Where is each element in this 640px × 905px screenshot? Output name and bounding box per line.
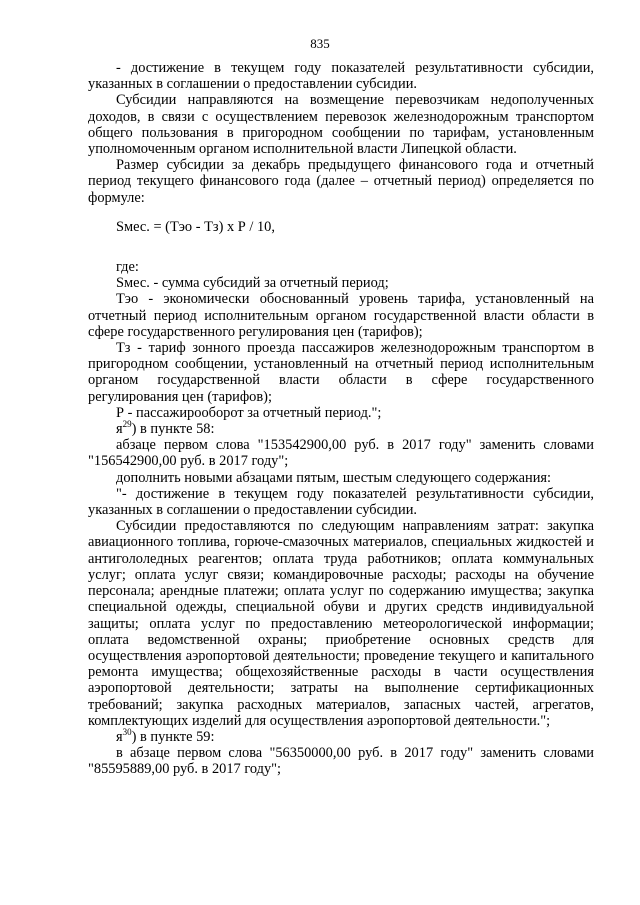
- formula: Sмес. = (Тэо - Тз) х Р / 10,: [116, 218, 275, 235]
- paragraph: Тэо - экономически обоснованный уровень тарифа, установленный на отчетный период исполнительным органом государственной власти области в сфере государственного регулирования цен (тарифов);: [88, 291, 594, 340]
- subitem-heading: [88, 421, 594, 437]
- paragraph: Размер субсидии за декабрь предыдущего финансового года и отчетный период текущего финансового года (далее – отчетный период) определяется по формуле:: [88, 157, 594, 206]
- paragraph: Тз - тариф зонного проезда пассажиров железнодорожным транспортом в пригородном сообщении, установленный на отчетный период исполнительным органом государственной власти области в сфере государственного регулирования цен (тарифов);: [88, 340, 594, 405]
- subitem-text: ) в пункте 59:: [131, 728, 215, 745]
- subitem-letter: я: [116, 728, 123, 745]
- document-body: [88, 60, 594, 778]
- subitem-number: 30: [122, 727, 132, 738]
- paragraph: в абзаце первом слова "56350000,00 руб. в 2017 году" заменить словами "85595889,00 руб. в 2017 году";: [88, 745, 594, 778]
- paragraph: где:: [116, 259, 139, 276]
- page-number: 835: [310, 36, 330, 51]
- paragraph: абзаце первом слова "153542900,00 руб. в 2017 году" заменить словами "156542900,00 руб. в 2017 году";: [88, 437, 594, 470]
- subitem-number: 29: [122, 419, 132, 430]
- paragraph: - достижение в текущем году показателей результативности субсидии, указанных в соглашении о предоставлении субсидии.: [88, 60, 594, 93]
- paragraph: Р - пассажирооборот за отчетный период.";: [116, 404, 382, 421]
- paragraph: Субсидии направляются на возмещение перевозчикам недополученных доходов, в связи с осуществлением перевозок железнодорожным транспортом общего пользования в пригородном сообщении по тарифам, установленным уполномоченным органом исполнительной власти Липецкой области.: [88, 92, 594, 158]
- paragraph: дополнить новыми абзацами пятым, шестым следующего содержания:: [116, 469, 552, 486]
- subitem-heading: [88, 729, 594, 745]
- subitem-text: ) в пункте 58:: [131, 421, 215, 438]
- paragraph: "- достижение в текущем году показателей результативности субсидии, указанных в соглашении о предоставлении субсидии.: [88, 485, 594, 519]
- paragraph: Субсидии предоставляются по следующим направлениям затрат: закупка авиационного топлива, горюче-смазочных материалов, специальных жидкостей и антигололедных реагентов; оплата труда работников; оплата коммунальных услуг; оплата услуг связи; командировочные расходы; расходы на обучение персонала; арендные платежи; оплата услуг по содержанию имущества; закупка специальной одежды, специальной обуви и других средств индивидуальной защиты; оплата услуг по предоставлению метеорологической информации; оплата ведомственной охраны; приобретение основных средств для осуществления аэропортовой деятельности; проведение текущего и капитального ремонта имущества; общехозяйственные расходы в части осуществления аэропортовой деятельности; затраты на выполнение сертификационных требований; закупка расходных материалов, запасных частей, агрегатов, комплектующих изделий для осуществления аэропортовой деятельности.";: [88, 518, 594, 729]
- paragraph: Sмес. - сумма субсидий за отчетный период;: [116, 275, 389, 292]
- subitem-letter: я: [116, 421, 123, 438]
